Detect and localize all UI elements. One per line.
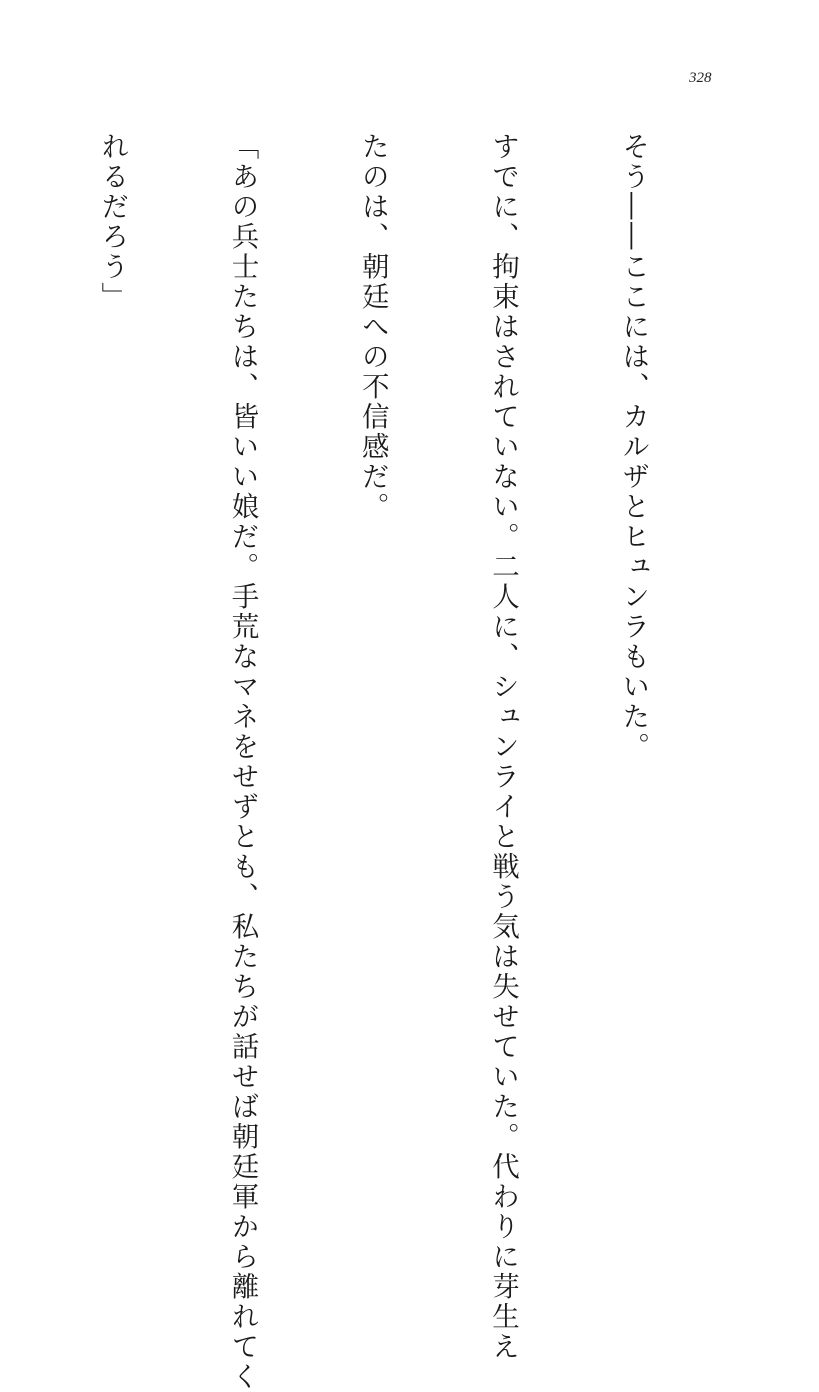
text-line: そう――ここには、カルザとヒュンラもいた。 bbox=[617, 132, 650, 762]
text-line: 「あの兵士たちは、皆いい娘だ。手荒なマネをせずとも、私たちが話せば朝廷軍から離れてく bbox=[226, 132, 259, 1392]
page-number: 328 bbox=[689, 70, 712, 86]
text-line: れるだろう」 bbox=[96, 132, 129, 312]
text-line bbox=[0, 132, 3, 1112]
body-text bbox=[0, 132, 741, 1392]
text-line: すでに、拘束はされていない。二人に、シュンライと戦う気は失せていた。代わりに芽生え bbox=[486, 132, 519, 1362]
text-line: たのは、朝廷への不信感だ。 bbox=[356, 132, 389, 522]
